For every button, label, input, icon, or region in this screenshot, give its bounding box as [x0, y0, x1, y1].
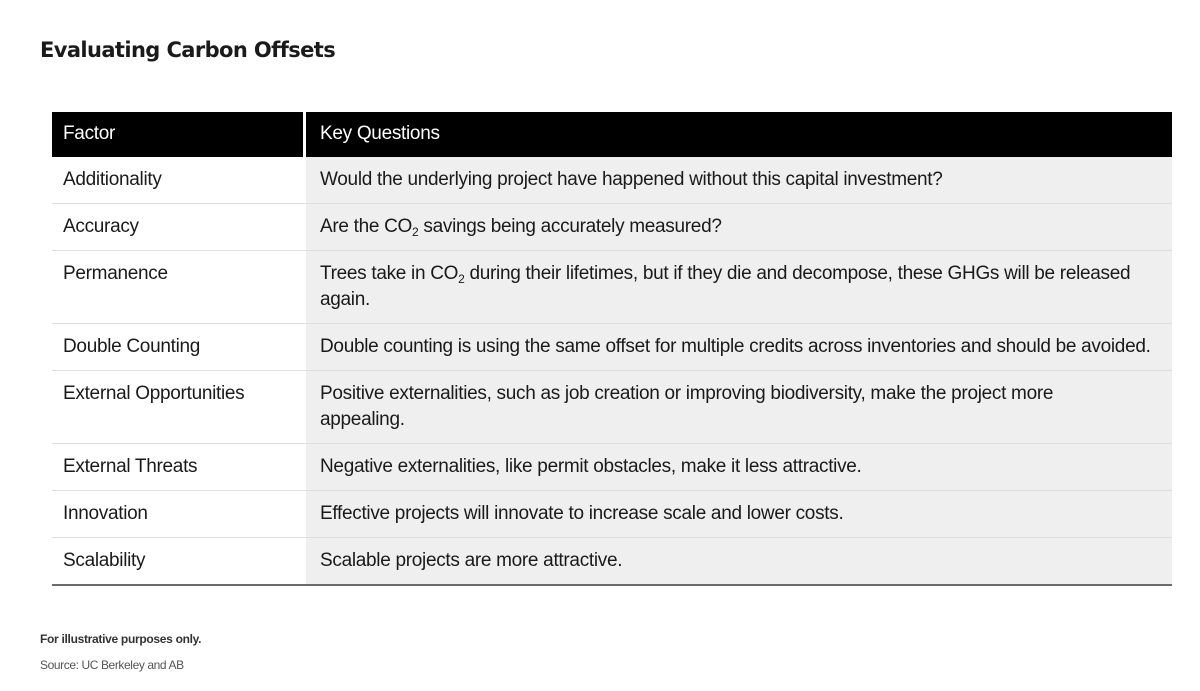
table-row — [52, 538, 1172, 584]
question-cell: Scalable projects are more attractive. — [306, 538, 1172, 584]
table-row — [52, 324, 1172, 371]
factor-cell: Scalability — [52, 538, 303, 584]
question-cell: Negative externalities, like permit obstacles, make it less attractive. — [306, 444, 1172, 490]
table-row — [52, 204, 1172, 251]
question-cell — [306, 204, 1172, 250]
factor-cell: Permanence — [52, 251, 303, 323]
factor-cell: Double Counting — [52, 324, 303, 370]
question-cell — [306, 251, 1172, 323]
question-cell: Positive externalities, such as job creation or improving biodiversity, make the project more appealing. — [306, 371, 1172, 443]
table-row — [52, 251, 1172, 324]
factor-cell: External Opportunities — [52, 371, 303, 443]
subscript: 2 — [458, 272, 465, 286]
factor-cell: Innovation — [52, 491, 303, 537]
table-row — [52, 157, 1172, 204]
question-text: savings being accurately measured? — [418, 216, 722, 237]
question-cell: Would the underlying project have happened without this capital investment? — [306, 157, 1172, 203]
subscript: 2 — [412, 225, 419, 239]
table-row — [52, 371, 1172, 444]
source-note: Source: UC Berkeley and AB — [40, 658, 184, 672]
table-row — [52, 444, 1172, 491]
question-text: Are the CO — [320, 216, 413, 237]
question-cell: Effective projects will innovate to increase scale and lower costs. — [306, 491, 1172, 537]
question-text: Trees take in CO — [320, 263, 459, 284]
footnote: For illustrative purposes only. — [40, 632, 202, 646]
question-text: during their lifetimes, but if they die and decompose, these GHGs will be released again. — [320, 263, 1131, 310]
page-title: Evaluating Carbon Offsets — [40, 38, 336, 62]
table-row — [52, 491, 1172, 538]
table-header-row — [52, 112, 1172, 157]
header-factor: Factor — [52, 112, 303, 157]
factor-cell: Additionality — [52, 157, 303, 203]
factor-cell: Accuracy — [52, 204, 303, 250]
header-key-questions: Key Questions — [306, 112, 1172, 157]
question-cell: Double counting is using the same offset for multiple credits across inventories and should be avoided. — [306, 324, 1172, 370]
offsets-table — [52, 112, 1172, 586]
factor-cell: External Threats — [52, 444, 303, 490]
